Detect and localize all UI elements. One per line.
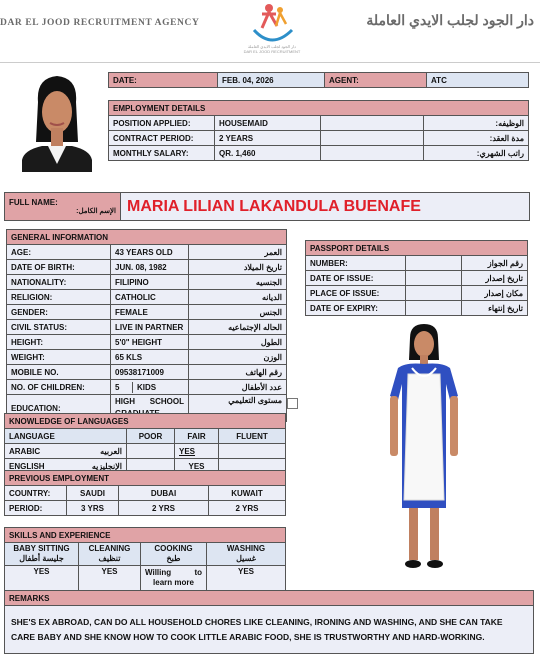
lang-english-ar: الإنجليزيه <box>65 459 127 474</box>
general-label: GENDER: <box>7 305 111 320</box>
lang-header-poor: POOR <box>127 429 175 444</box>
period-2: 2 YRS <box>119 501 209 516</box>
general-value: 5'0" HEIGHT <box>111 335 189 350</box>
contract-extra <box>321 131 424 146</box>
employment-details-table <box>108 100 529 161</box>
skill-washing-header <box>207 543 286 566</box>
languages-title: KNOWLEDGE OF LANGUAGES <box>5 414 286 429</box>
general-label: NO. OF CHILDREN: <box>7 380 111 395</box>
general-label-ar: الطول <box>189 335 287 350</box>
position-label: POSITION APPLIED: <box>109 116 215 131</box>
salary-label-ar: راتب الشهري: <box>424 146 529 161</box>
date-value: FEB. 04, 2026 <box>218 73 325 88</box>
header-divider <box>0 62 540 63</box>
skill-cleaning-ar: تنظيف <box>98 554 121 563</box>
lang-arabic-poor <box>127 444 175 459</box>
general-label-ar: مستوى التعليمي <box>189 395 287 422</box>
agent-label: AGENT: <box>325 73 427 88</box>
previous-title: PREVIOUS EMPLOYMENT <box>5 471 286 486</box>
general-value: FILIPINO <box>111 275 189 290</box>
general-label: DATE OF BIRTH: <box>7 260 111 275</box>
passport-title: PASSPORT DETAILS <box>306 241 528 256</box>
passport-label: NUMBER: <box>306 256 406 271</box>
salary-value: QR. 1,460 <box>215 146 321 161</box>
full-name-value: MARIA LILIAN LAKANDULA BUENAFE <box>121 193 530 221</box>
full-name-label-ar: الإسم الكامل: <box>76 208 116 215</box>
full-name-label: FULL NAME: <box>9 198 58 207</box>
logo-caption-ar: دار الجود لجلب الايدي العاملة <box>248 44 296 49</box>
passport-row <box>306 271 528 286</box>
general-label: NATIONALITY: <box>7 275 111 290</box>
general-label: MOBILE NO. <box>7 365 111 380</box>
general-row <box>7 290 287 305</box>
general-label: WEIGHT: <box>7 350 111 365</box>
contract-label: CONTRACT PERIOD: <box>109 131 215 146</box>
skill-cleaning-header <box>79 543 141 566</box>
skill-cooking-en: COOKING <box>154 544 193 553</box>
general-label-ar: الجنسيه <box>189 275 287 290</box>
logo-caption <box>232 44 312 54</box>
agency-name-en: DAR EL JOOD RECRUITMENT AGENCY <box>0 18 200 28</box>
skill-cleaning-en: CLEANING <box>88 544 131 553</box>
general-label-ar: العمر <box>189 245 287 260</box>
country-label: COUNTRY: <box>5 486 67 501</box>
passport-value <box>406 256 462 271</box>
general-label-ar: الحاله الإجتماعيه <box>189 320 287 335</box>
skill-cooking-value: Willing to learn more <box>141 566 207 591</box>
general-value: JUN. 08, 1982 <box>111 260 189 275</box>
passport-value <box>406 286 462 301</box>
period-1: 3 YRS <box>67 501 119 516</box>
lang-english: ENGLISH <box>5 459 65 474</box>
skill-washing-ar: غسيل <box>236 554 256 563</box>
skill-washing-value: YES <box>207 566 286 591</box>
general-row <box>7 350 287 365</box>
general-label: EDUCATION: <box>7 395 111 422</box>
position-label-ar: الوظيفه: <box>424 116 529 131</box>
passport-label: DATE OF ISSUE: <box>306 271 406 286</box>
skill-cooking-ar: طبخ <box>166 554 181 563</box>
passport-label-ar: تاريخ إنتهاء <box>462 301 528 316</box>
general-row <box>7 380 287 395</box>
previous-employment-table <box>4 470 286 516</box>
lang-header-language: LANGUAGE <box>5 429 127 444</box>
country-1: SAUDI <box>67 486 119 501</box>
skill-babysitting-en: BABY SITTING <box>13 544 70 553</box>
general-value <box>111 380 189 395</box>
remarks-text: SHE'S EX ABROAD, CAN DO ALL HOUSEHOLD CHORES LIKE CLEANING, IRONING AND WASHING, AND SHE CAN TAKE CARE BABY AND SHE KNOW HOW TO COOK LITTLE ARABIC FOOD, SHE IS TRUSTWORTHY AND HARD-WORKING. <box>5 606 534 654</box>
passport-row <box>306 256 528 271</box>
general-row <box>7 245 287 260</box>
passport-value <box>406 271 462 286</box>
applicant-portrait <box>14 72 100 172</box>
lang-header-fair: FAIR <box>175 429 219 444</box>
lang-arabic: ARABIC <box>5 444 65 459</box>
checkbox[interactable] <box>287 398 298 409</box>
agent-value: ATC <box>427 73 529 88</box>
general-row <box>7 335 287 350</box>
general-label: HEIGHT: <box>7 335 111 350</box>
lang-arabic-ar: العربيه <box>65 444 127 459</box>
general-label-ar: عدد الأطفال <box>189 380 287 395</box>
general-label-ar: رقم الهاتف <box>189 365 287 380</box>
general-value: HIGH SCHOOL <box>111 395 189 422</box>
agency-name-ar: دار الجود لجلب الايدي العاملة <box>366 12 534 28</box>
children-count: 5 <box>111 382 133 393</box>
general-label: AGE: <box>7 245 111 260</box>
salary-extra <box>321 146 424 161</box>
employment-title: EMPLOYMENT DETAILS <box>109 101 529 116</box>
general-title: GENERAL INFORMATION <box>7 230 287 245</box>
skill-cooking-header <box>141 543 207 566</box>
general-label-ar: الديانه <box>189 290 287 305</box>
general-label: RELIGION: <box>7 290 111 305</box>
general-information-table <box>6 229 287 422</box>
general-row <box>7 305 287 320</box>
passport-row <box>306 286 528 301</box>
remarks-table <box>4 590 534 654</box>
passport-value <box>406 301 462 316</box>
passport-label: PLACE OF ISSUE: <box>306 286 406 301</box>
position-extra <box>321 116 424 131</box>
general-label-ar: الوزن <box>189 350 287 365</box>
passport-row <box>306 301 528 316</box>
passport-label-ar: مكان إصدار <box>462 286 528 301</box>
skill-babysitting-ar: جليسة أطفال <box>19 554 64 563</box>
country-3: KUWAIT <box>209 486 286 501</box>
general-value: CATHOLIC <box>111 290 189 305</box>
general-value: 65 KLS <box>111 350 189 365</box>
general-value: LIVE IN PARTNER <box>111 320 189 335</box>
date-label: DATE: <box>109 73 218 88</box>
date-agent-table <box>108 72 529 88</box>
country-2: DUBAI <box>119 486 209 501</box>
skills-table <box>4 527 286 591</box>
skill-cleaning-value: YES <box>79 566 141 591</box>
passport-label-ar: رقم الجواز <box>462 256 528 271</box>
full-name-table <box>4 192 530 221</box>
general-row <box>7 365 287 380</box>
period-3: 2 YRS <box>209 501 286 516</box>
languages-table <box>4 413 286 474</box>
salary-label: MONTHLY SALARY: <box>109 146 215 161</box>
general-value: FEMALE <box>111 305 189 320</box>
children-unit: KIDS <box>137 382 157 392</box>
passport-label: DATE OF EXPIRY: <box>306 301 406 316</box>
lang-header-fluent: FLUENT <box>219 429 286 444</box>
contract-label-ar: مدة العقد: <box>424 131 529 146</box>
general-value: 43 YEARS OLD <box>111 245 189 260</box>
remarks-title: REMARKS <box>5 591 534 606</box>
contract-value: 2 YEARS <box>215 131 321 146</box>
skill-babysitting-header <box>5 543 79 566</box>
passport-details-table <box>305 240 528 316</box>
general-row <box>7 260 287 275</box>
lang-english-fair: YES <box>175 459 219 474</box>
general-value: 09538171009 <box>111 365 189 380</box>
general-row <box>7 275 287 290</box>
lang-arabic-fluent <box>219 444 286 459</box>
period-label: PERIOD: <box>5 501 67 516</box>
full-name-label-cell <box>5 193 121 221</box>
applicant-full-body-photo <box>376 324 472 572</box>
skill-babysitting-value: YES <box>5 566 79 591</box>
general-label-ar: تاريخ الميلاد <box>189 260 287 275</box>
position-value: HOUSEMAID <box>215 116 321 131</box>
passport-label-ar: تاريخ إصدار <box>462 271 528 286</box>
general-label-ar: الجنس <box>189 305 287 320</box>
general-label: CIVIL STATUS: <box>7 320 111 335</box>
skill-washing-en: WASHING <box>226 544 266 553</box>
logo-caption-en: DAR EL JOOD RECRUITMENT <box>243 49 301 54</box>
general-row <box>7 320 287 335</box>
lang-arabic-fair: YES <box>175 444 219 459</box>
skills-title: SKILLS AND EXPERIENCE <box>5 528 286 543</box>
